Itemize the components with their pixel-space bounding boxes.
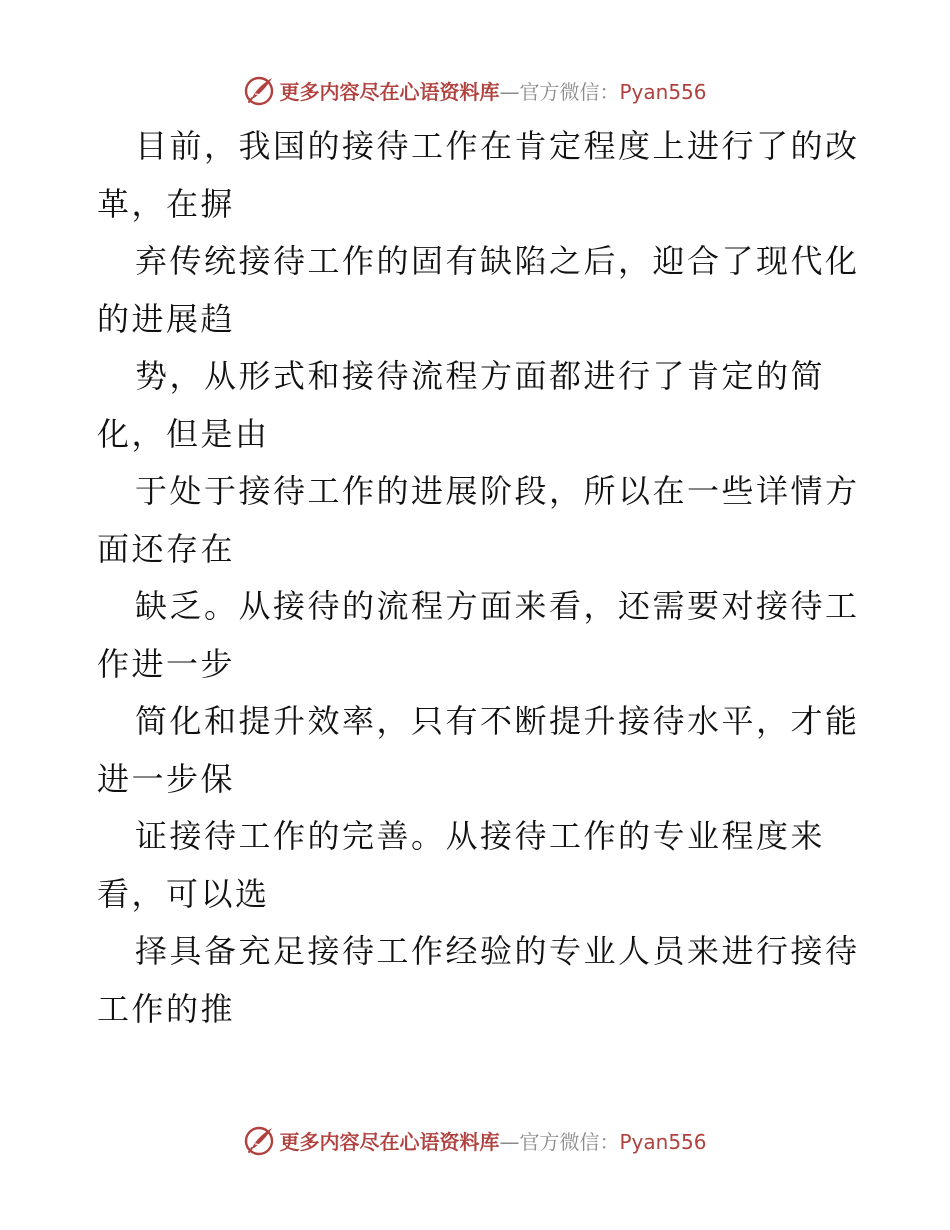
footer-dash: — <box>499 1129 520 1154</box>
header-wechat-id: Pyan556 <box>619 79 707 104</box>
body-line: 简化和提升效率，只有不断提升接待水平，才能 <box>135 702 860 740</box>
header-wechat-label: 官方微信： <box>519 79 620 104</box>
body-line: 于处于接待工作的进展阶段，所以在一些详情方 <box>135 472 860 510</box>
body-line: 看，可以选 <box>97 874 270 913</box>
body-line: 目前，我国的接待工作在肯定程度上进行了的改 <box>135 127 860 165</box>
body-line: 革，在摒 <box>97 184 236 223</box>
document-body <box>97 118 860 1038</box>
footer-banner <box>0 1122 950 1158</box>
footer-wechat-id: Pyan556 <box>619 1129 707 1154</box>
body-line: 择具备充足接待工作经验的专业人员来进行接待 <box>135 932 860 970</box>
header-dash: — <box>499 79 520 104</box>
body-line: 作进一步 <box>97 644 236 683</box>
body-line: 工作的推 <box>97 989 236 1028</box>
body-line: 证接待工作的完善。从接待工作的专业程度来 <box>135 817 826 855</box>
footer-wechat-label: 官方微信： <box>519 1129 620 1154</box>
body-line: 势，从形式和接待流程方面都进行了肯定的简 <box>135 357 826 395</box>
body-line: 缺乏。从接待的流程方面来看，还需要对接待工 <box>135 587 860 625</box>
footer-banner-text <box>279 1126 706 1155</box>
quill-pen-logo-icon <box>243 74 275 106</box>
header-banner-text <box>279 76 706 105</box>
body-line: 弃传统接待工作的固有缺陷之后，迎合了现代化 <box>135 242 860 280</box>
body-line: 进一步保 <box>97 759 236 798</box>
footer-brand: 更多内容尽在心语资料库 <box>279 1129 500 1154</box>
quill-pen-logo-icon <box>243 1124 275 1156</box>
body-line: 面还存在 <box>97 529 236 568</box>
header-brand: 更多内容尽在心语资料库 <box>279 79 500 104</box>
header-banner <box>0 72 950 108</box>
body-line: 的进展趋 <box>97 299 236 338</box>
body-line: 化，但是由 <box>97 414 270 453</box>
